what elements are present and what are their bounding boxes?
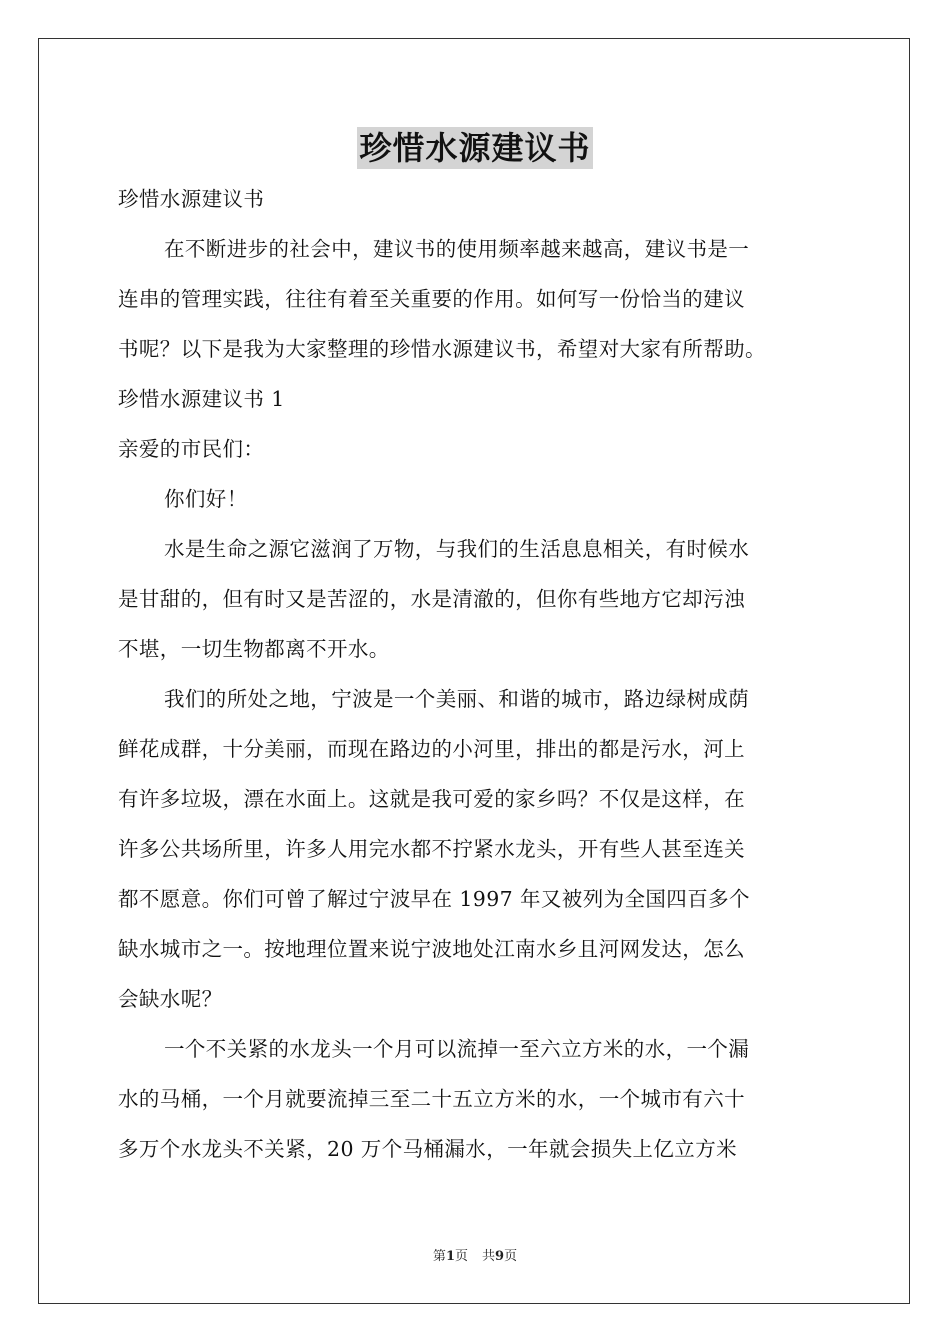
- text-line: 你们好！: [164, 487, 248, 511]
- text-line: 缺水城市之一。按地理位置来说宁波地处江南水乡且河网发达，怎么: [118, 937, 745, 961]
- text-line: 许多公共场所里，许多人用完水都不拧紧水龙头，开有些人甚至连关: [118, 837, 745, 861]
- text-line: 水的马桶，一个月就要流掉三至二十五立方米的水，一个城市有六十: [118, 1087, 745, 1111]
- text-line: 鲜花成群，十分美丽，而现在路边的小河里，排出的都是污水，河上: [118, 737, 745, 761]
- text-line: 珍惜水源建议书 1: [118, 387, 285, 411]
- total-prefix: 共: [482, 1249, 496, 1264]
- total-suffix: 页: [504, 1249, 518, 1264]
- title-container: [0, 127, 950, 169]
- page-footer: [0, 1248, 950, 1266]
- total-pages: 9: [495, 1249, 505, 1264]
- page-suffix: 页: [454, 1249, 468, 1264]
- text-line: 珍惜水源建议书: [118, 187, 265, 211]
- document-title: 珍惜水源建议书: [359, 129, 591, 167]
- document-body: [118, 174, 834, 1174]
- text-line: 在不断进步的社会中，建议书的使用频率越来越高，建议书是一: [164, 237, 750, 261]
- text-line: 亲爱的市民们：: [118, 437, 265, 461]
- text-line: 是甘甜的，但有时又是苦涩的，水是清澈的，但你有些地方它却污浊: [118, 587, 745, 611]
- text-line: 多万个水龙头不关紧，20 万个马桶漏水，一年就会损失上亿立方米: [118, 1137, 737, 1161]
- text-line: 不堪，一切生物都离不开水。: [118, 637, 390, 661]
- text-line: 会缺水呢？: [118, 987, 223, 1011]
- text-line: 书呢？以下是我为大家整理的珍惜水源建议书，希望对大家有所帮助。: [118, 337, 766, 361]
- text-line: 连串的管理实践，往往有着至关重要的作用。如何写一份恰当的建议: [118, 287, 745, 311]
- text-line: 我们的所处之地，宁波是一个美丽、和谐的城市，路边绿树成荫: [164, 687, 750, 711]
- text-line: 有许多垃圾，漂在水面上。这就是我可爱的家乡吗？不仅是这样，在: [118, 787, 745, 811]
- page-prefix: 第: [432, 1249, 446, 1264]
- text-line: 一个不关紧的水龙头一个月可以流掉一至六立方米的水，一个漏: [164, 1037, 750, 1061]
- text-line: 水是生命之源它滋润了万物，与我们的生活息息相关，有时候水: [164, 537, 750, 561]
- page-number: 1: [445, 1249, 455, 1264]
- text-line: 都不愿意。你们可曾了解过宁波早在 1997 年又被列为全国四百多个: [118, 887, 750, 911]
